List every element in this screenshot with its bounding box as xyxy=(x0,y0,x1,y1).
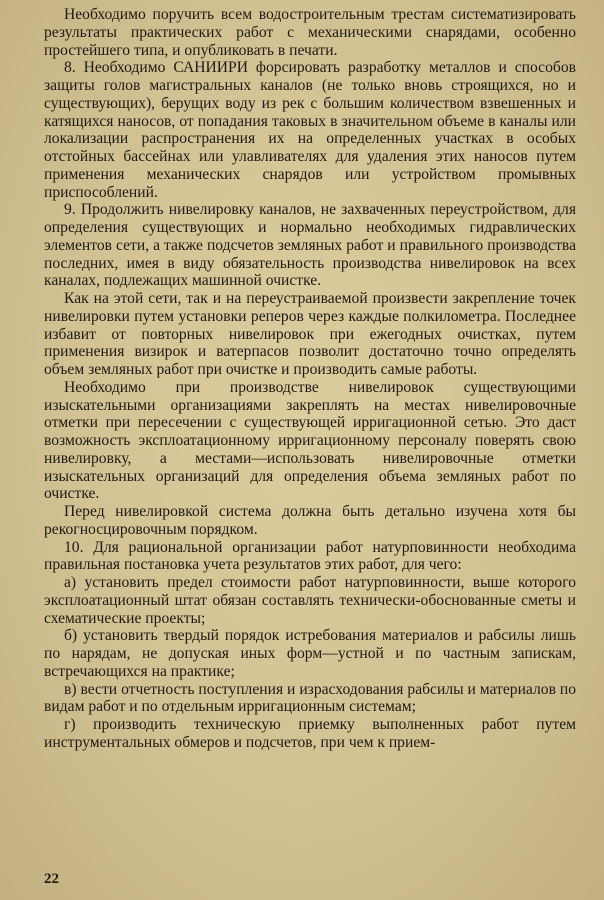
paragraph-survey-marks: Необходимо при производстве нивелировок существующими изыскательными организациями закреплять на местах нивелировочные отметки при пересечении с существующей ирригационной сетью. Это даст возможность эксплоатационному ирригационному персоналу поверять свою нивелировку, а местами—использовать нивелировочные отметки изыскательных организаций для определения объема земляных работ по очистке. xyxy=(44,378,576,503)
paragraph-reconnaissance: Перед нивелировкой система должна быть детально изучена хотя бы рекогносцировочным порядком. xyxy=(44,503,576,538)
paragraph-item-10b: б) установить твердый порядок истребования материалов и рабсилы лишь по нарядам, не допуская иных форм—устной и по частным запискам, встречающихся на практике; xyxy=(44,627,576,680)
paragraph-item-10: 10. Для рациональной организации работ натурповинности необходима правильная постановка учета результатов этих работ, для чего: xyxy=(44,538,576,574)
paragraph-intro: Необходимо поручить всем водостроительным трестам систематизировать результаты практических работ с механическими снарядами, особенно простейшего типа, и опубликовать в печати. xyxy=(44,6,576,59)
body-text xyxy=(44,6,576,752)
paragraph-item-10d: г) производить техническую приемку выполненных работ путем инструментальных обмеров и подсчетов, при чем к прием- xyxy=(44,716,576,751)
paragraph-benchmarks: Как на этой сети, так и на переустраиваемой произвести закрепление точек нивелировки путем установки реперов через каждые полкилометра. Последнее избавит от повторных нивелировок при ежегодных очистках, путем применения визирок и ватерпасов позволит достаточно точно определять объем земляных работ при очистке и производить самые работы. xyxy=(44,290,576,378)
paragraph-item-9: 9. Продолжить нивелировку каналов, не захваченных переустройством, для определения существующих и нормально необходимых гидравлических элементов сети, а также подсчетов земляных работ и правильного производства последних, имея в виду обязательность производства нивелировок на всех каналах, подлежащих машинной очистке. xyxy=(44,201,576,290)
page-number: 22 xyxy=(44,871,59,887)
paragraph-item-10c: в) вести отчетность поступления и израсходования рабсилы и материалов по видам работ и по отдельным ирригационным системам; xyxy=(44,680,576,716)
paragraph-item-8: 8. Необходимо САНИИРИ форсировать разработку металлов и способов защиты голов магистральных каналов (не только вновь строящихся, но и существующих), берущих воду из рек с большим количеством взвешенных и катящихся наносов, от попадания таковых в значительном объеме в каналы или локализации распространения их на определенных участках в особых отстойных бассейнах или улавливателях для удаления этих наносов путем применения механических снарядов или устройством промывных приспособлений. xyxy=(44,59,576,201)
paragraph-item-10a: а) установить предел стоимости работ натурповинности, выше которого эксплоатационный штат обязан составлять технически-обоснованные сметы и схематические проекты; xyxy=(44,574,576,627)
